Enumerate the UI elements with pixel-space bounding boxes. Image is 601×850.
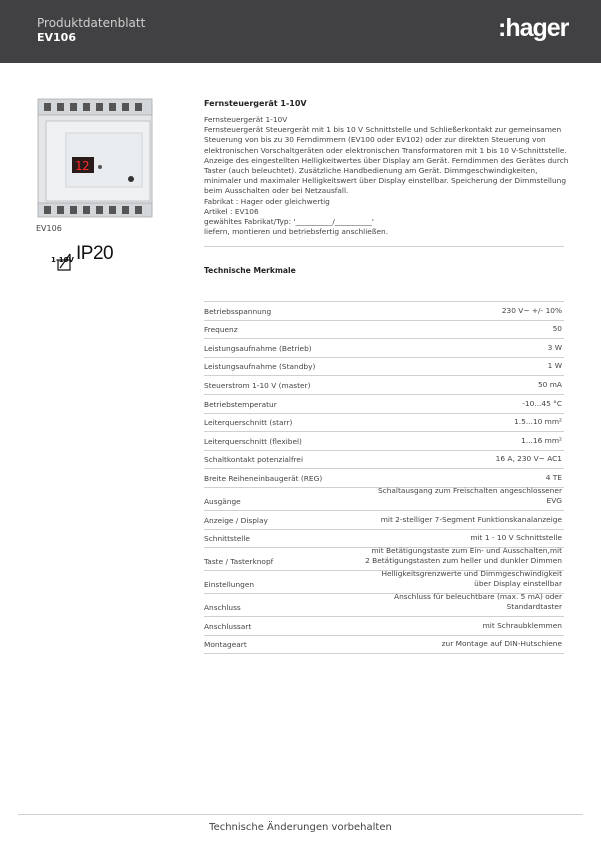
spec-row (204, 468, 564, 487)
spec-row (204, 431, 564, 450)
spec-value (394, 592, 562, 612)
description-title: Fernsteuergerät 1-10V (204, 99, 307, 108)
spec-value (553, 324, 562, 334)
description-line: Steuerung von bis zu 30 Ferndimmern (EV100 oder EV102) oder zur direkten Steuerung von (204, 135, 546, 145)
spec-value (514, 417, 562, 427)
spec-label: Schnittstelle (204, 534, 250, 544)
ip-rating: IP20 (76, 243, 114, 264)
product-image (36, 97, 154, 220)
spec-label: Montageart (204, 640, 247, 650)
spec-value-line: 1.5...10 mm² (514, 417, 562, 427)
spec-value-line: mit Schraubklemmen (482, 620, 562, 630)
description-line: Fabrikat : Hager oder gleichwertig (204, 196, 330, 206)
logo-text: :hager (498, 14, 569, 42)
spec-value (470, 533, 562, 543)
divider (204, 246, 564, 247)
spec-value-line: Schaltausgang zum Freischalten angeschlossener (377, 485, 562, 495)
page-header (0, 0, 601, 63)
display-digits: 12 (75, 159, 90, 173)
spec-value-line: 3 W (547, 342, 562, 352)
description-line: liefern, montieren und betriebsfertig anschließen. (204, 227, 389, 237)
spec-value-line: mit 1 - 10 V Schnittstelle (470, 533, 562, 543)
spec-row (204, 635, 564, 655)
spec-value (496, 454, 562, 464)
spec-value-line: Anschluss für beleuchtbare (max. 5 mA) oder (394, 592, 562, 602)
description-line: gewähltes Fabrikat/Typ: '__________/__________' (204, 217, 374, 227)
spec-row (204, 450, 564, 469)
spec-label: Anschlussart (204, 621, 252, 631)
spec-row (204, 529, 564, 548)
spec-row (204, 338, 564, 357)
spec-value (548, 361, 562, 371)
spec-value-line: mit 2-stelliger 7-Segment Funktionskanalanzeige (380, 514, 562, 524)
spec-value-line: EVG (546, 495, 562, 505)
spec-row (204, 593, 564, 616)
spec-label: Ausgänge (204, 496, 241, 506)
dimmer-symbol-label: 1-10V (51, 256, 74, 264)
spec-label: Anschluss (204, 603, 241, 613)
spec-label: Betriebstemperatur (204, 399, 277, 409)
spec-value (365, 546, 562, 566)
description-line: beim Ausschalten oder bei Netzausfall. (204, 186, 349, 196)
spec-value-line: über Display einstellbar (474, 579, 562, 589)
spec-value (442, 639, 562, 649)
spec-row (204, 301, 564, 320)
spec-row (204, 487, 564, 510)
spec-value-line: 1...16 mm² (521, 435, 562, 445)
spec-value-line: mit Betätigungstaste zum Ein- und Ausschalten,mit (371, 546, 562, 556)
product-description (204, 99, 569, 237)
spec-value (522, 399, 562, 409)
spec-label: Leistungsaufnahme (Standby) (204, 362, 316, 372)
spec-row (204, 547, 564, 570)
description-line: minimaler und maximaler Helligkeitswert über Display einstellbar. Speicherung der Dimmstellung (204, 176, 567, 186)
spec-label: Schaltkontakt potenzialfrei (204, 455, 304, 465)
specs-table (204, 301, 564, 654)
product-caption: EV106 (36, 224, 62, 233)
spec-label: Betriebsspannung (204, 306, 272, 316)
spec-value (502, 306, 562, 316)
spec-value-line: 1 W (547, 361, 562, 371)
spec-value (381, 515, 562, 525)
spec-value (381, 569, 562, 589)
spec-row (204, 413, 564, 432)
spec-value (483, 621, 562, 631)
spec-value (548, 343, 562, 353)
spec-label: Frequenz (204, 325, 238, 335)
specs-title: Technische Merkmale (204, 266, 296, 275)
spec-value-line: 16 A, 230 V~ AC1 (495, 454, 562, 464)
spec-value-line: -10...45 °C (522, 398, 562, 408)
spec-label: Taste / Tasterknopf (204, 557, 274, 567)
description-line: Artikel : EV106 (204, 206, 259, 216)
spec-value-line: Helligkeitsgrenzwerte und Dimmgeschwindigkeit (381, 569, 562, 579)
spec-value-line: 50 mA (537, 379, 562, 389)
spec-value-line: 50 (552, 324, 562, 334)
spec-label: Leistungsaufnahme (Betrieb) (204, 343, 312, 353)
spec-row (204, 510, 564, 529)
description-line: Fernsteuergerät Steuergerät mit 1 bis 10 V Schnittstelle und Schließerkontakt zur gemeinsamen (204, 125, 562, 135)
spec-value (378, 486, 562, 506)
product-code: EV106 (37, 31, 76, 44)
spec-label: Einstellungen (204, 580, 255, 590)
spec-row (204, 616, 564, 635)
footer-note: Technische Änderungen vorbehalten (209, 822, 392, 833)
description-line: Fernsteuergerät 1-10V (204, 115, 288, 124)
spec-value (521, 436, 562, 446)
spec-row (204, 357, 564, 376)
footer-divider (18, 814, 583, 815)
spec-value-line: zur Montage auf DIN-Hutschiene (441, 639, 562, 649)
spec-value-line: 4 TE (545, 472, 562, 482)
spec-label: Anzeige / Display (204, 515, 268, 525)
description-text (204, 115, 569, 237)
spec-row (204, 375, 564, 394)
spec-label: Steuerstrom 1-10 V (master) (204, 380, 311, 390)
description-line: Taster (auch beleuchtet). Zusätzliche Handbedienung am Gerät. Dimmgeschwindigkeiten, (204, 166, 538, 176)
document-type: Produktdatenblatt (37, 16, 146, 30)
spec-label: Leiterquerschnitt (starr) (204, 418, 293, 428)
spec-value (546, 473, 562, 483)
spec-row (204, 570, 564, 593)
spec-label: Leiterquerschnitt (flexibel) (204, 436, 302, 446)
spec-value (538, 380, 562, 390)
spec-value-line: Standardtaster (506, 602, 562, 612)
spec-row (204, 394, 564, 413)
spec-label: Breite Reiheneinbaugerät (REG) (204, 473, 323, 483)
spec-value-line: 2 Betätigungstasten zum heller und dunkler Dimmen (365, 556, 562, 566)
description-line: elektronischen Vorschaltgeräten oder elektronischen Transformatoren mit 1 bis 10 V-Schnittstelle. (204, 145, 567, 155)
spec-row (204, 320, 564, 339)
spec-value-line: 230 V~ +/- 10% (501, 305, 562, 315)
description-line: Anzeige des eingestellten Helligkeitwertes über Display am Gerät. Ferndimmen des Gerätes durch (204, 155, 569, 165)
